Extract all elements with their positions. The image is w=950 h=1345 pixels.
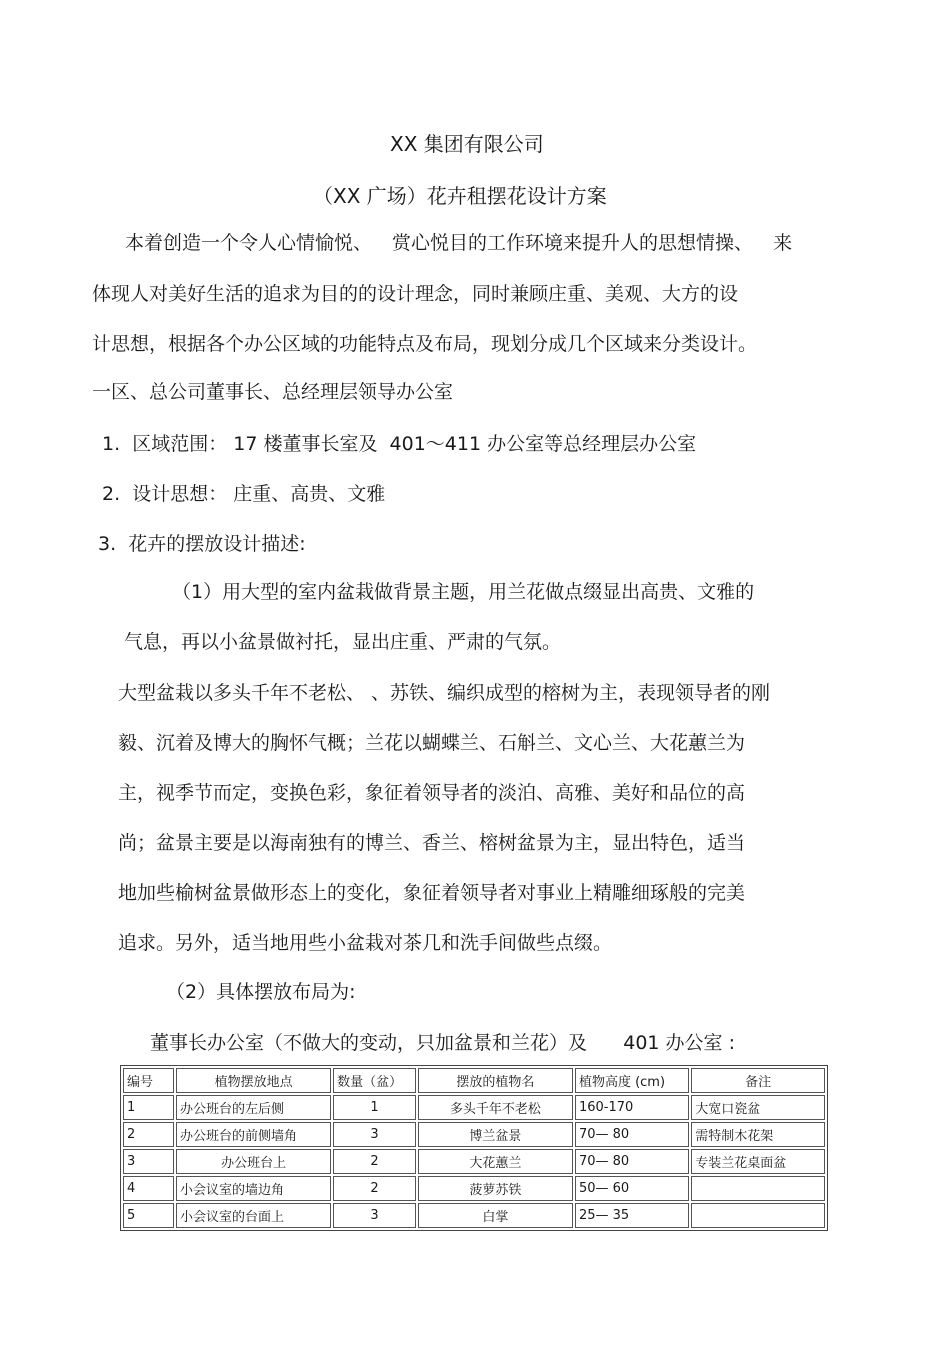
cell-quantity: 2 [333, 1149, 416, 1174]
cell-number: 5 [123, 1203, 174, 1228]
intro-line-1: 本着创造一个令人心情愉悦、 赏心悦目的工作环境来提升人的思想情操、 来 [125, 232, 793, 254]
header-remarks: 备注 [691, 1068, 825, 1093]
table-row [123, 1176, 825, 1201]
cell-plant-name: 白掌 [418, 1203, 573, 1228]
list-item-scope: 1. 区域范围： 17 楼董事长室及 401～411 办公室等总经理层办公室 [102, 433, 697, 455]
cell-location: 办公班台的左后侧 [176, 1095, 331, 1120]
cell-plant-name: 大花蕙兰 [418, 1149, 573, 1174]
cell-number: 3 [123, 1149, 174, 1174]
para-line-1: 大型盆栽以多头千年不老松、 、苏铁、编织成型的榕树为主，表现领导者的刚 [118, 682, 771, 704]
cell-remarks: 大宽口瓷盆 [691, 1095, 825, 1120]
cell-number: 2 [123, 1122, 174, 1147]
cell-plant-height: 70— 80 [575, 1149, 689, 1174]
table-row [123, 1122, 825, 1147]
cell-plant-height: 50— 60 [575, 1176, 689, 1201]
subitem-2: （2）具体摆放布局为: [166, 981, 356, 1003]
cell-plant-height: 70— 80 [575, 1122, 689, 1147]
table-caption: 董事长办公室（不做大的变动，只加盆景和兰花）及 401 办公室 : [150, 1032, 735, 1054]
subitem-1-line-1: （1）用大型的室内盆栽做背景主题，用兰花做点缀显出高贵、文雅的 [172, 581, 755, 603]
cell-remarks: 需特制木花架 [691, 1122, 825, 1147]
document-title: （XX 广场）花卉租摆花设计方案 [313, 184, 607, 208]
cell-location: 办公班台的前侧墙角 [176, 1122, 331, 1147]
cell-quantity: 2 [333, 1176, 416, 1201]
cell-plant-name: 博兰盆景 [418, 1122, 573, 1147]
cell-quantity: 1 [333, 1095, 416, 1120]
para-line-3: 主，视季节而定，变换色彩，象征着领导者的淡泊、高雅、美好和品位的高 [118, 782, 746, 804]
table-row [123, 1149, 825, 1174]
para-line-4: 尚；盆景主要是以海南独有的博兰、香兰、榕树盆景为主，显出特色，适当 [118, 832, 746, 854]
cell-remarks: 专装兰花桌面盆 [691, 1149, 825, 1174]
header-plant-height: 植物高度 (cm) [575, 1068, 689, 1093]
cell-plant-height: 160-170 [575, 1095, 689, 1120]
header-quantity: 数量（盆） [333, 1068, 416, 1093]
cell-quantity: 3 [333, 1122, 416, 1147]
table-row [123, 1095, 825, 1120]
company-name: XX 集团有限公司 [390, 132, 544, 156]
cell-plant-name: 多头千年不老松 [418, 1095, 573, 1120]
cell-remarks [691, 1176, 825, 1201]
cell-location: 小会议室的墙边角 [176, 1176, 331, 1201]
section-heading: 一区、总公司董事长、总经理层领导办公室 [92, 381, 454, 403]
cell-location: 办公班台上 [176, 1149, 331, 1174]
para-line-6: 追求。另外，适当地用些小盆栽对茶几和洗手间做些点缀。 [118, 932, 613, 954]
table-row [123, 1203, 825, 1228]
cell-plant-height: 25— 35 [575, 1203, 689, 1228]
list-item-design-idea: 2. 设计思想： 庄重、高贵、文雅 [102, 483, 386, 505]
cell-number: 1 [123, 1095, 174, 1120]
subitem-1-line-2: 气息，再以小盆景做衬托，显出庄重、严肃的气氛。 [124, 631, 562, 653]
header-plant-name: 摆放的植物名 [418, 1068, 573, 1093]
plant-layout-table [120, 1065, 828, 1231]
para-line-2: 毅、沉着及博大的胸怀气概；兰花以蝴蝶兰、石斛兰、文心兰、大花蕙兰为 [118, 732, 746, 754]
intro-line-2: 体现人对美好生活的追求为目的的设计理念，同时兼顾庄重、美观、大方的设 [92, 283, 739, 305]
cell-plant-name: 菠萝苏铁 [418, 1176, 573, 1201]
list-item-description: 3. 花卉的摆放设计描述: [98, 533, 306, 555]
cell-quantity: 3 [333, 1203, 416, 1228]
cell-location: 小会议室的台面上 [176, 1203, 331, 1228]
cell-remarks [691, 1203, 825, 1228]
cell-number: 4 [123, 1176, 174, 1201]
para-line-5: 地加些榆树盆景做形态上的变化，象征着领导者对事业上精雕细琢般的完美 [118, 882, 746, 904]
header-number: 编号 [123, 1068, 174, 1093]
intro-line-3: 计思想，根据各个办公区域的功能特点及布局，现划分成几个区域来分类设计。 [92, 333, 758, 355]
table-header-row [123, 1068, 825, 1093]
header-location: 植物摆放地点 [176, 1068, 331, 1093]
